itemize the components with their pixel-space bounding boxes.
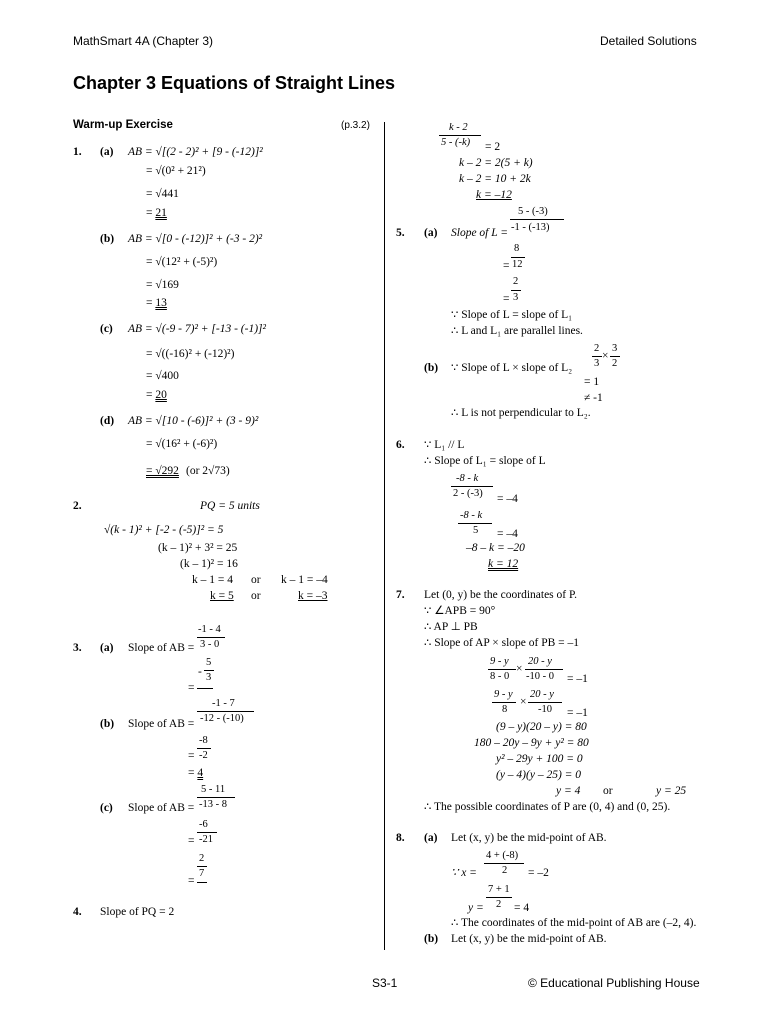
equation-line: k – 2 = 2(5 + k) [459,157,533,169]
fraction-denominator: 3 [513,292,519,303]
equals-sign: = [503,260,510,272]
equation-line: = 2 [485,141,501,153]
fraction-bar [510,219,564,220]
question-number: 3. [73,642,82,654]
equation-line: Slope of AB = [128,718,195,730]
statement-line: ∴ Slope of L₁ = slope of L [424,455,546,467]
statement-line: ∴ The coordinates of the mid-point of AB are (–2, 4). [451,917,697,929]
alternate-answer: (or 2√73) [186,465,230,477]
equation-line: ∵ x = [451,867,477,879]
fraction-numerator: 5 - (-3) [518,206,548,217]
answer-line: = 21 [146,207,167,219]
fraction-denominator: -13 - 8 [199,799,227,810]
fraction-denominator: 7 [199,868,205,879]
fraction-numerator: 20 - y [528,656,552,667]
statement-line: ∴ L is not perpendicular to L₂. [451,407,591,419]
answer-line: = 20 [146,389,167,401]
statement-line: ∴ L and L₁ are parallel lines. [451,325,583,337]
part-label: (a) [100,642,114,654]
statement-line: ∵ L₁ // L [424,439,465,451]
fraction-bar [592,356,602,357]
equation-line: = –4 [497,528,518,540]
equation-line: (k – 1)² + 3² = 25 [158,542,238,554]
fraction-denominator: 3 [206,672,212,683]
fraction-denominator: -1 - (-13) [511,222,550,233]
answer-value: k = 12 [488,558,519,570]
fraction-denominator: 5 - (-k) [441,137,471,148]
fraction-bar [492,702,516,703]
fraction-bar [488,669,516,670]
equation-line: y = [468,902,484,914]
fraction-bar [451,486,493,487]
page-title: Chapter 3 Equations of Straight Lines [73,73,396,93]
fraction-denominator: 2 [612,358,618,369]
fraction-numerator: 3 [612,343,618,354]
fraction-numerator: 7 + 1 [488,884,510,895]
equation-line: = –1 [567,673,588,685]
equation-line: 180 – 20y – 9y + y² = 80 [474,737,589,749]
statement-line: Let (x, y) be the mid-point of AB. [451,832,607,844]
question-number: 6. [396,439,405,451]
part-label: (d) [100,415,115,427]
statement-line: ∴ The possible coordinates of P are (0, 4) and (0, 25). [424,801,671,813]
answer-value: 4 [197,767,204,779]
fraction-numerator: 4 + (-8) [486,850,519,861]
equation-line: k – 2 = 10 + 2k [459,173,531,185]
part-label: (b) [424,933,439,945]
fraction-denominator: 12 [512,259,523,270]
statement-line: ∴ AP ⊥ PB [424,621,478,633]
equation-line: y = 25 [656,785,687,797]
times-sign: × [602,350,609,362]
fraction-bar [439,135,481,136]
column-divider [384,122,385,950]
fraction-denominator: 8 [502,704,508,715]
double-underline [197,688,213,689]
fraction-bar [610,356,620,357]
answer-value: k = 5 [210,590,234,602]
equation-line: Slope of L = [451,227,509,239]
fraction-numerator: -6 [199,819,208,830]
fraction-denominator: 3 - 0 [200,639,220,650]
statement-line: ∴ Slope of AP × slope of PB = –1 [424,637,579,649]
equation-line: AB = √[0 - (-12)]² + (-3 - 2)² [128,233,263,245]
part-label: (a) [424,227,438,239]
equation-line: = √(0² + 21²) [146,165,206,177]
minus-sign: - [198,666,202,678]
equals-sign: = [188,750,195,762]
fraction-numerator: 2 [513,276,519,287]
equation-line: –8 – k = –20 [466,542,525,554]
or-word: or [603,785,613,797]
fraction-numerator: -8 - k [456,473,479,484]
equation-line: y² – 29y + 100 = 0 [496,753,583,765]
fraction-denominator: -10 - 0 [526,671,554,682]
equation-line: AB = √(-9 - 7)² + [-13 - (-1)]² [128,323,266,335]
equation-line: k – 1 = 4 [192,574,233,586]
fraction-denominator: -2 [199,750,208,761]
copyright: © Educational Publishing House [528,976,700,990]
equation-line: = –2 [528,867,549,879]
fraction-bar [458,523,492,524]
fraction-bar [204,670,214,671]
fraction-bar [197,797,235,798]
fraction-denominator: 2 [496,899,502,910]
fraction-bar [197,711,254,712]
fraction-bar [484,863,524,864]
equation-line: y = 4 [556,785,581,797]
answer-line: = 4 [188,767,204,779]
double-underline [197,882,207,883]
equation-line: (k – 1)² = 16 [180,558,238,570]
answer-value: 20 [155,389,167,401]
equation-line: √(k - 1)² + [-2 - (-5)]² = 5 [104,524,224,536]
equation-line: = √169 [146,279,179,291]
fraction-bar [511,257,525,258]
section-title: Warm-up Exercise [73,119,173,131]
part-label: (b) [100,233,115,245]
fraction-bar [528,702,562,703]
fraction-denominator: 8 - 0 [490,671,510,682]
equation-line: Slope of AB = [128,642,195,654]
answer-line: = 13 [146,297,167,309]
equation-line: = 1 [584,376,600,388]
fraction-denominator: 3 [594,358,600,369]
part-label: (c) [100,802,113,814]
fraction-numerator: -1 - 7 [212,698,235,709]
question-number: 4. [73,906,82,918]
fraction-denominator: -12 - (-10) [200,713,244,724]
equals-sign: = [188,835,195,847]
equals-sign: = [503,293,510,305]
equation-line: k – 1 = –4 [281,574,328,586]
question-number: 5. [396,227,405,239]
or-word: or [251,574,261,586]
equation-line: AB = √[10 - (-6)]² + (3 - 9)² [128,415,259,427]
equation-line: Slope of AB = [128,802,195,814]
equation-line: = –4 [497,493,518,505]
part-label: (b) [100,718,115,730]
page-reference: (p.3.2) [341,120,370,131]
fraction-numerator: k - 2 [449,122,468,133]
fraction-denominator: 2 [502,865,508,876]
equation-line: AB = √[(2 - 2)² + [9 - (-12)]² [128,146,263,158]
header-right: Detailed Solutions [600,34,697,48]
equals-sign: = [188,875,195,887]
statement-line: Let (x, y) be the mid-point of AB. [451,933,607,945]
fraction-numerator: 9 - y [490,656,509,667]
answer-value: 13 [155,297,167,309]
equation-line: PQ = 5 units [200,500,260,512]
fraction-bar [197,832,217,833]
equation-line: = √(12² + (-5)²) [146,256,218,268]
or-word: or [251,590,261,602]
fraction-numerator: 5 [206,657,212,668]
answer-value: k = –3 [298,590,328,602]
fraction-denominator: -10 [538,704,552,715]
equation-line: = √400 [146,370,179,382]
part-label: (a) [424,832,438,844]
header-left: MathSmart 4A (Chapter 3) [73,34,214,48]
times-sign: × [520,696,527,708]
fraction-numerator: 9 - y [494,689,513,700]
page-number: S3-1 [372,976,398,990]
fraction-denominator: 2 - (-3) [453,488,483,499]
equation-line: Slope of PQ = 2 [100,906,175,918]
equation-line: = √((-16)² + (-12)²) [146,348,235,360]
answer-value: 21 [155,207,167,219]
question-number: 1. [73,146,82,158]
fraction-bar [197,748,211,749]
fraction-numerator: 2 [199,853,205,864]
equation-line: = √441 [146,188,179,200]
fraction-numerator: -8 [199,735,208,746]
statement-line: Let (0, y) be the coordinates of P. [424,589,577,601]
equation-line: = √292 [146,465,179,477]
fraction-bar [486,897,512,898]
part-label: (b) [424,362,439,374]
statement-line: ∵ ∠APB = 90° [424,605,496,617]
equals-sign: = [188,682,195,694]
equation-line: = –1 [567,707,588,719]
equation-line: (9 – y)(20 – y) = 80 [496,721,587,733]
question-number: 2. [73,500,82,512]
equation-line: = 4 [514,902,530,914]
fraction-numerator: 5 - 11 [201,784,226,795]
fraction-denominator: -21 [199,834,213,845]
fraction-numerator: 2 [594,343,600,354]
fraction-numerator: -8 - k [460,510,483,521]
question-number: 8. [396,832,405,844]
fraction-numerator: 8 [514,243,520,254]
equation-line: (y – 4)(y – 25) = 0 [496,769,582,781]
fraction-numerator: -1 - 4 [198,624,221,635]
equation-line: = √(16² + (-6)²) [146,438,218,450]
fraction-bar [525,669,563,670]
part-label: (a) [100,146,114,158]
fraction-bar [511,290,521,291]
fraction-bar [197,637,225,638]
answer-value: k = –12 [476,189,512,201]
fraction-denominator: 5 [473,525,479,536]
fraction-bar [197,866,207,867]
part-label: (c) [100,323,113,335]
statement-line: ∵ Slope of L = slope of L₁ [451,309,573,321]
fraction-numerator: 20 - y [530,689,554,700]
equation-line: ∵ Slope of L × slope of L₂ [451,362,573,374]
times-sign: × [516,663,523,675]
question-number: 7. [396,589,405,601]
equation-line: ≠ -1 [584,392,603,404]
